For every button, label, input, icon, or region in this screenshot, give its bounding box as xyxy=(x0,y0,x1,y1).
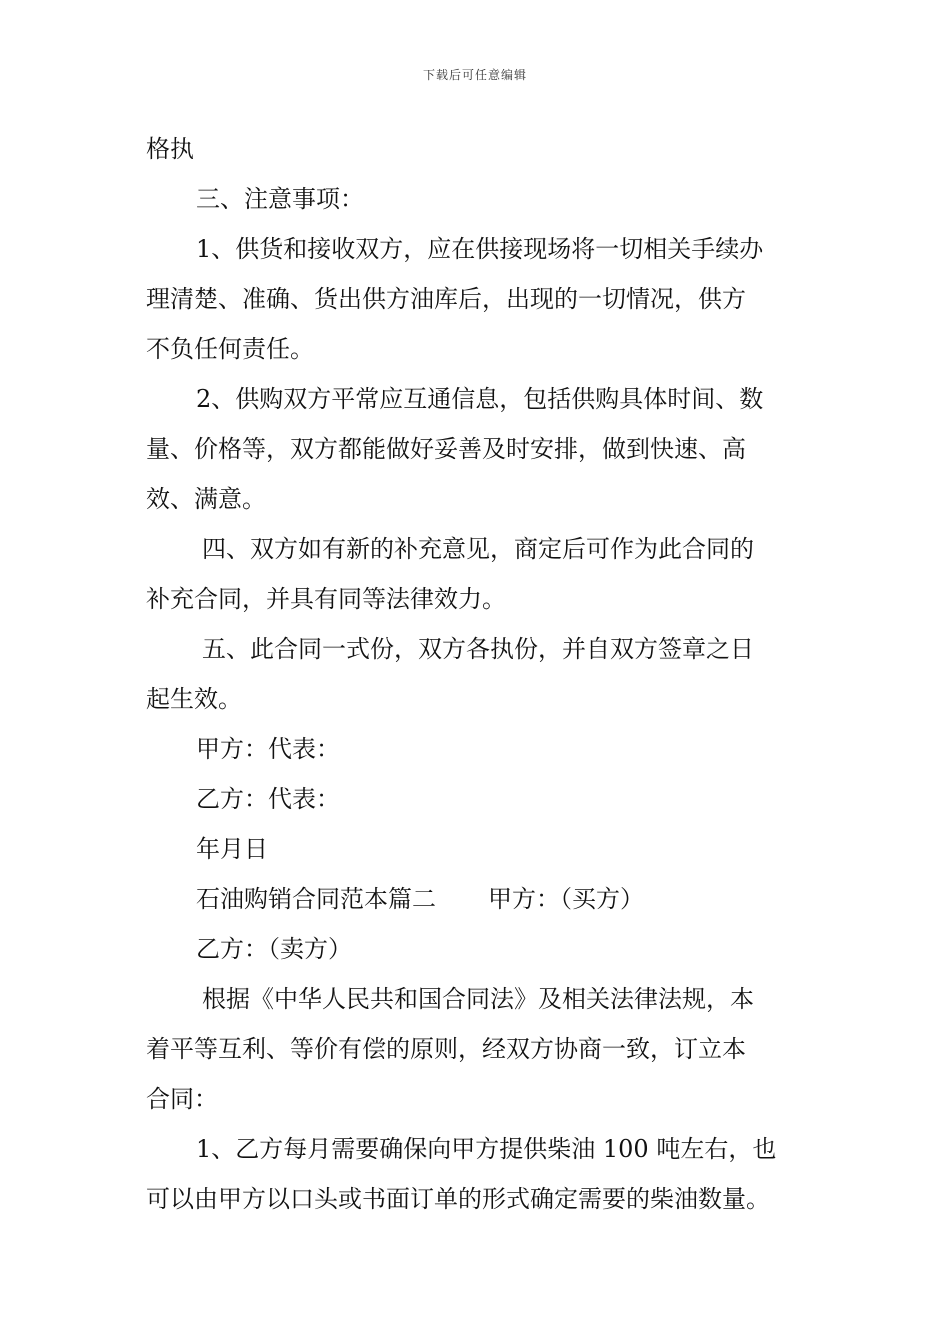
text-line: 1、乙方每月需要确保向甲方提供柴油 100 吨左右，也 xyxy=(196,1135,777,1163)
section-heading: 三、注意事项： xyxy=(196,185,364,213)
signature-line-party-b: 乙方：代表： xyxy=(196,785,340,813)
text-line: 补充合同，并具有同等法律效力。 xyxy=(146,585,506,613)
section-heading: 四、双方如有新的补充意见，商定后可作为此合同的 xyxy=(202,535,754,563)
party-a-label: 甲方：（买方） xyxy=(488,885,644,913)
text-line: 不负任何责任。 xyxy=(146,335,314,363)
text-line: 根据《中华人民共和国合同法》及相关法律法规，本 xyxy=(202,985,754,1013)
text-line: 理清楚、准确、货出供方油库后，出现的一切情况，供方 xyxy=(146,285,746,313)
party-b-label: 乙方：（卖方） xyxy=(196,935,352,963)
text-line: 1、供货和接收双方，应在供接现场将一切相关手续办 xyxy=(196,235,764,263)
text-line: 效、满意。 xyxy=(146,485,266,513)
document-body xyxy=(146,124,806,1224)
text-line: 着平等互利、等价有偿的原则，经双方协商一致，订立本 xyxy=(146,1035,746,1063)
date-line: 年月日 xyxy=(196,835,268,863)
contract-title: 石油购销合同范本篇二 xyxy=(196,885,436,913)
section-heading: 五、此合同一式份，双方各执份，并自双方签章之日 xyxy=(202,635,754,663)
text-line: 可以由甲方以口头或书面订单的形式确定需要的柴油数量。 xyxy=(146,1185,770,1213)
text-line: 合同： xyxy=(146,1085,218,1113)
text-line: 起生效。 xyxy=(146,685,242,713)
text-line: 2、供购双方平常应互通信息，包括供购具体时间、数 xyxy=(196,385,764,413)
page-header: 下载后可任意编辑 xyxy=(422,68,527,82)
text-line: 量、价格等，双方都能做好妥善及时安排，做到快速、高 xyxy=(146,435,746,463)
signature-line-party-a: 甲方：代表： xyxy=(196,735,340,763)
text-line: 格执 xyxy=(146,135,194,163)
contract-title-line xyxy=(146,874,806,924)
